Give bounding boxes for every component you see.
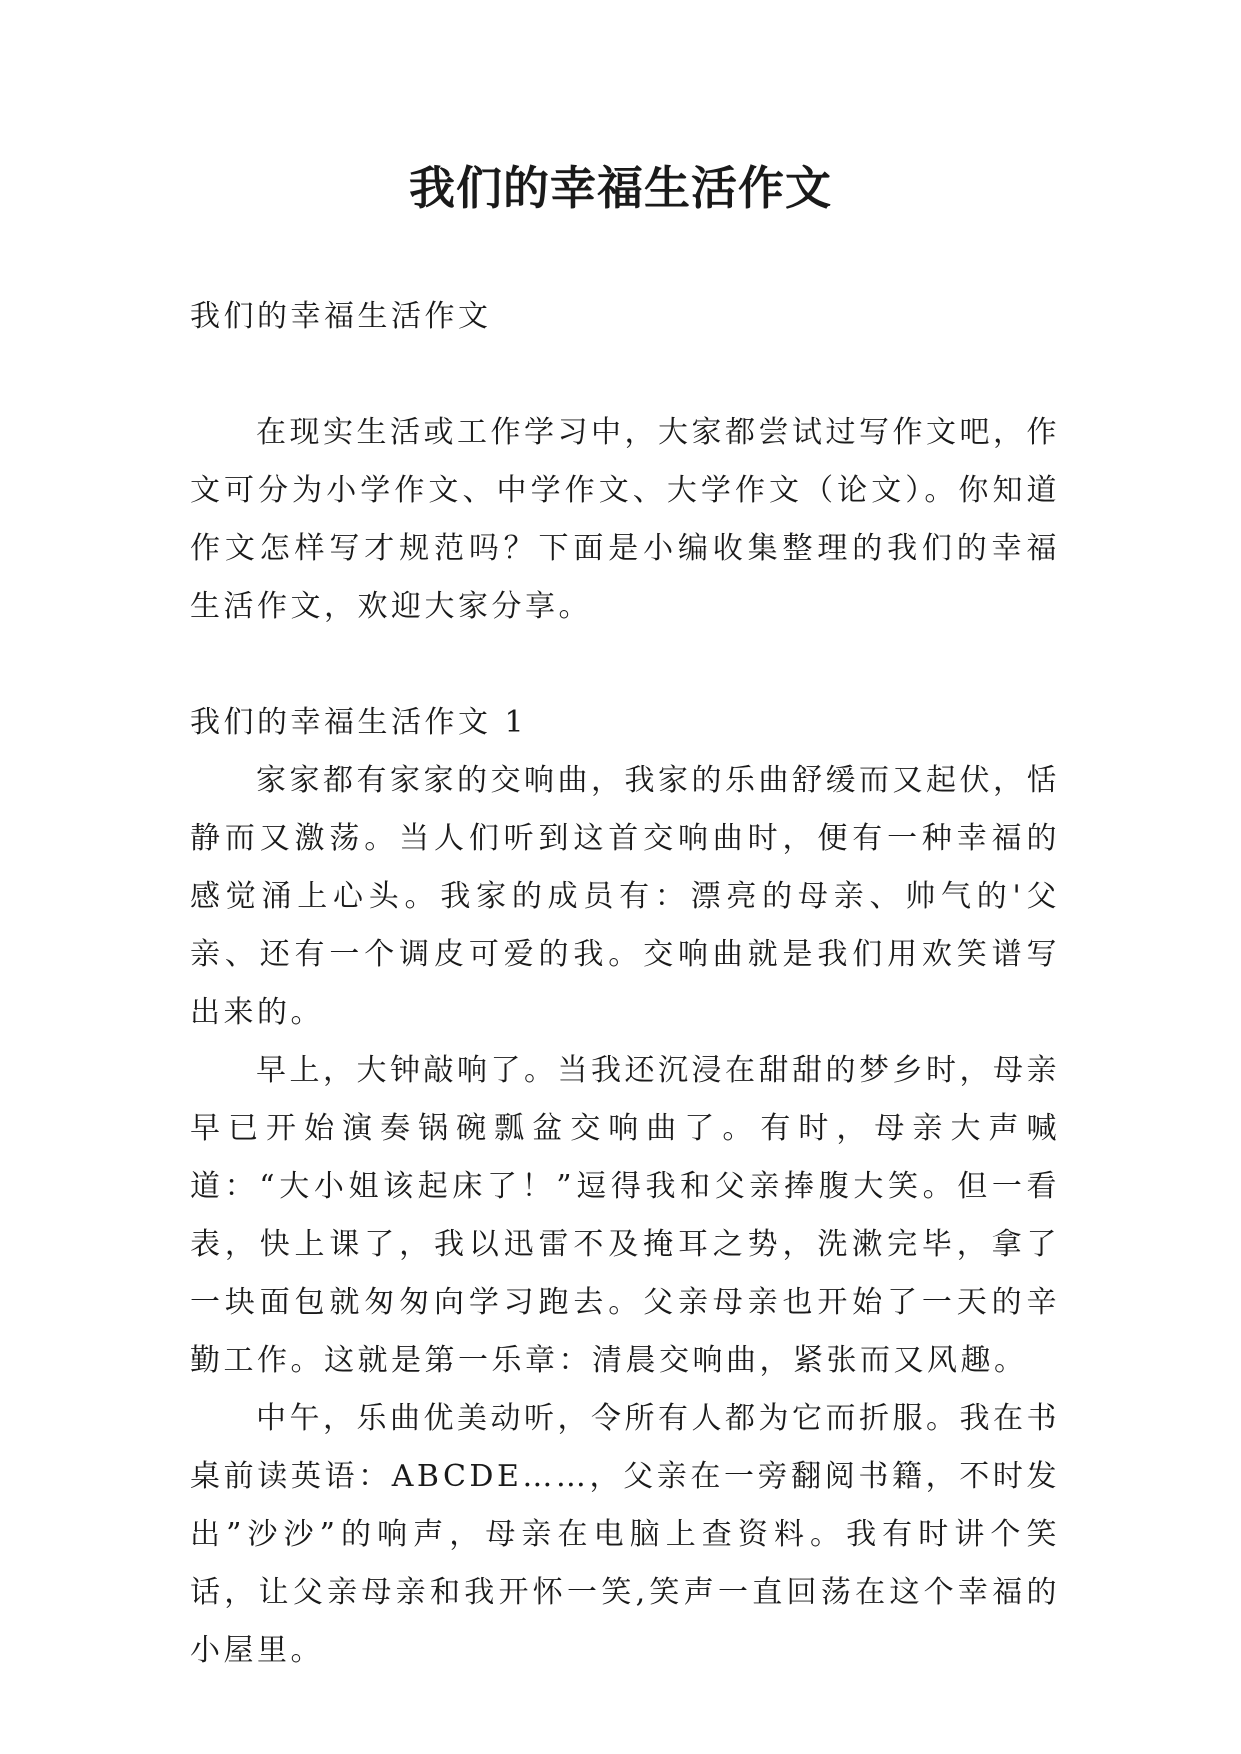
spacer xyxy=(190,636,1060,694)
document-body xyxy=(190,288,1060,1680)
body-paragraph-3: 中午，乐曲优美动听，令所有人都为它而折服。我在书桌前读英语：ABCDE……，父亲在一旁翻阅书籍，不时发出”沙沙”的响声，母亲在电脑上查资料。我有时讲个笑话，让父亲母亲和我开怀一笑,笑声一直回荡在这个幸福的小屋里。 xyxy=(190,1401,1060,1668)
section-heading: 我们的幸福生活作文 1 xyxy=(190,705,528,740)
body-paragraph-2: 早上，大钟敲响了。当我还沉浸在甜甜的梦乡时，母亲早已开始演奏锅碗瓢盆交响曲了。有时，母亲大声喊道：“大小姐该起床了！”逗得我和父亲捧腹大笑。但一看表，快上课了，我以迅雷不及掩耳之势，洗漱完毕，拿了一块面包就匆匆向学习跑去。父亲母亲也开始了一天的辛勤工作。这就是第一乐章：清晨交响曲，紧张而又风趣。 xyxy=(190,1053,1060,1378)
body-paragraph-1: 家家都有家家的交响曲，我家的乐曲舒缓而又起伏，恬静而又激荡。当人们听到这首交响曲时，便有一种幸福的感觉涌上心头。我家的成员有：漂亮的母亲、帅气的'父亲、还有一个调皮可爱的我。交响曲就是我们用欢笑谱写出来的。 xyxy=(190,763,1060,1030)
document-title: 我们的幸福生活作文 xyxy=(409,161,832,215)
spacer xyxy=(190,346,1060,404)
document-subtitle: 我们的幸福生活作文 xyxy=(190,299,492,334)
intro-paragraph: 在现实生活或工作学习中，大家都尝试过写作文吧，作文可分为小学作文、中学作文、大学作文（论文）。你知道作文怎样写才规范吗？下面是小编收集整理的我们的幸福生活作文，欢迎大家分享。 xyxy=(190,415,1060,624)
